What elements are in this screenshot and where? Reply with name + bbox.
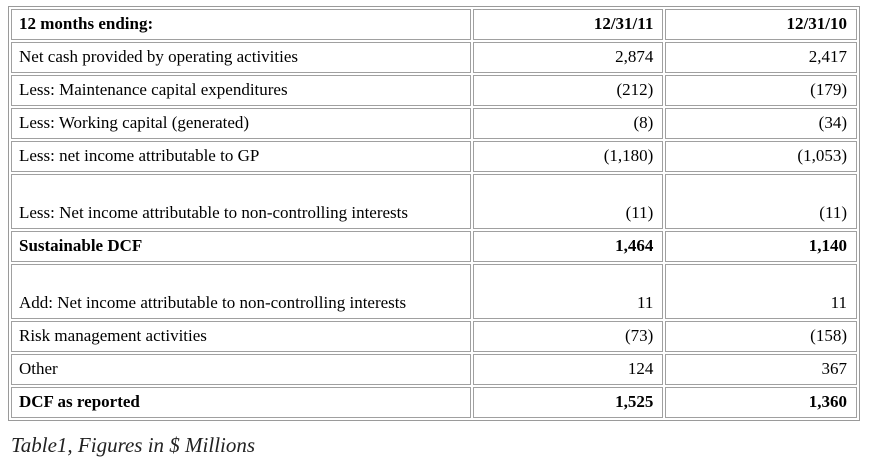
header-col-2010: 12/31/10 (665, 9, 857, 40)
value-2011: 2,874 (473, 42, 664, 73)
header-col-2011: 12/31/11 (473, 9, 664, 40)
row-label: Risk management activities (11, 321, 471, 352)
header-row (11, 9, 857, 40)
table-row (11, 387, 857, 418)
table-row (11, 141, 857, 172)
row-label: Less: net income attributable to GP (11, 141, 471, 172)
value-2010: (34) (665, 108, 857, 139)
value-2010: (179) (665, 75, 857, 106)
value-2010: (11) (665, 174, 857, 229)
value-2011: (11) (473, 174, 664, 229)
header-label: 12 months ending: (11, 9, 471, 40)
dcf-table (8, 6, 860, 421)
table-row (11, 231, 857, 262)
row-label: Net cash provided by operating activities (11, 42, 471, 73)
value-2010: 1,140 (665, 231, 857, 262)
row-label: Less: Net income attributable to non-controlling interests (11, 174, 471, 229)
table-row (11, 108, 857, 139)
value-2011: 124 (473, 354, 664, 385)
value-2011: (1,180) (473, 141, 664, 172)
value-2010: 1,360 (665, 387, 857, 418)
table-row (11, 321, 857, 352)
row-label: DCF as reported (11, 387, 471, 418)
table-row (11, 42, 857, 73)
table-row (11, 174, 857, 229)
table-caption: Table1, Figures in $ Millions (11, 433, 256, 457)
value-2011: (73) (473, 321, 664, 352)
table-row (11, 75, 857, 106)
value-2011: 1,525 (473, 387, 664, 418)
value-2011: 11 (473, 264, 664, 319)
row-label: Less: Working capital (generated) (11, 108, 471, 139)
value-2010: (1,053) (665, 141, 857, 172)
row-label: Add: Net income attributable to non-controlling interests (11, 264, 471, 319)
row-label: Sustainable DCF (11, 231, 471, 262)
value-2011: (212) (473, 75, 664, 106)
value-2011: (8) (473, 108, 664, 139)
value-2010: 2,417 (665, 42, 857, 73)
value-2010: 11 (665, 264, 857, 319)
row-label: Less: Maintenance capital expenditures (11, 75, 471, 106)
table-row (11, 264, 857, 319)
row-label: Other (11, 354, 471, 385)
value-2010: 367 (665, 354, 857, 385)
value-2010: (158) (665, 321, 857, 352)
value-2011: 1,464 (473, 231, 664, 262)
table-row (11, 354, 857, 385)
financial-table-container (8, 6, 860, 421)
